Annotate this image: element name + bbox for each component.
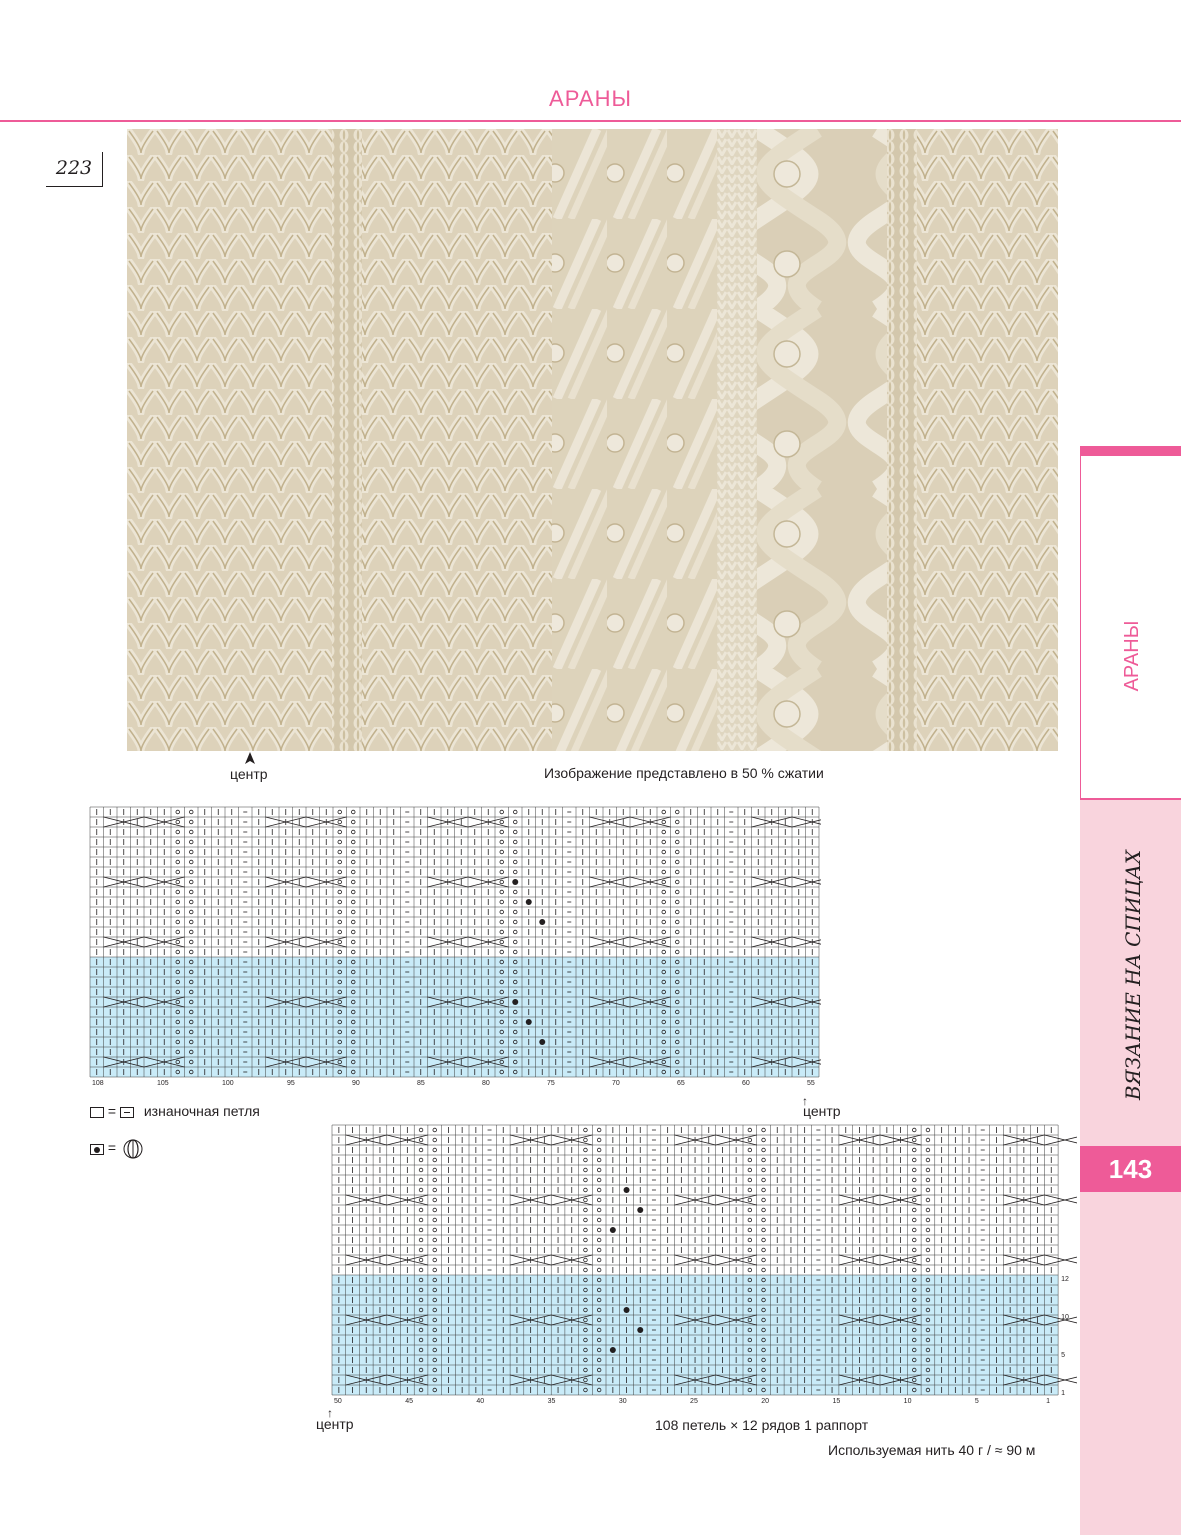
bobble-mark <box>526 1019 532 1025</box>
x-tick-label: 90 <box>352 1080 360 1087</box>
x-tick-label: 65 <box>677 1080 685 1087</box>
knitting-chart-left <box>89 806 821 1094</box>
bobble-mark <box>512 999 518 1005</box>
x-tick-label: 80 <box>482 1080 490 1087</box>
x-tick-label: 35 <box>547 1398 556 1405</box>
x-tick-label: 40 <box>476 1398 485 1405</box>
x-tick-label: 100 <box>222 1080 234 1087</box>
y-tick-label: 10 <box>1061 1314 1069 1321</box>
x-tick-label: 5 <box>974 1398 979 1405</box>
y-tick-label: 12 <box>1061 1276 1069 1283</box>
x-tick-label: 50 <box>334 1398 342 1405</box>
photo-caption: Изображение представлено в 50 % сжатии <box>544 765 824 781</box>
bobble-mark <box>539 919 545 925</box>
y-tick-label: 5 <box>1061 1352 1066 1359</box>
x-tick-label: 30 <box>618 1398 627 1405</box>
photo-center-label: центр <box>230 766 268 782</box>
bobble-cell-icon <box>90 1144 104 1155</box>
x-tick-label: 75 <box>547 1080 555 1087</box>
chart-top-center-arrow: ↑ <box>802 1094 808 1108</box>
chart-bottom-center-label: центр <box>316 1416 354 1432</box>
bobble-mark <box>637 1207 643 1213</box>
header-divider <box>0 120 1181 122</box>
x-tick-label: 15 <box>832 1398 841 1405</box>
bobble-mark <box>610 1347 616 1353</box>
legend-purl-label: изнаночная петля <box>143 1103 260 1119</box>
bobble-mark <box>637 1327 643 1333</box>
x-tick-label: 55 <box>807 1080 815 1087</box>
chart-top-center-label: центр <box>803 1103 841 1119</box>
bobble-mark <box>624 1187 630 1193</box>
x-tick-label: 45 <box>405 1398 414 1405</box>
x-tick-label: 1 <box>1046 1398 1051 1405</box>
x-tick-label: 70 <box>612 1080 620 1087</box>
bobble-mark <box>610 1227 616 1233</box>
yarn-info: Используемая нить 40 г / ≈ 90 м <box>828 1442 1036 1458</box>
knitting-chart-right <box>331 1124 1077 1412</box>
bobble-mark <box>512 879 518 885</box>
side-tab-bottom <box>1080 1192 1181 1535</box>
x-tick-label: 10 <box>903 1398 912 1405</box>
legend-bobble <box>90 1138 146 1160</box>
bobble-symbol-icon <box>120 1138 146 1160</box>
x-tick-label: 105 <box>157 1080 169 1087</box>
repeat-info: 108 петель × 12 рядов 1 раппорт <box>655 1417 869 1433</box>
side-tab-section-label <box>1080 456 1181 798</box>
bobble-mark <box>539 1039 545 1045</box>
side-tab-book-label <box>1080 800 1181 1146</box>
section-title: АРАНЫ <box>549 86 632 111</box>
svg-text:ВЯЗАНИЕ НА СПИЦАХ: ВЯЗАНИЕ НА СПИЦАХ <box>1121 849 1145 1101</box>
pattern-number: 223 <box>46 152 103 187</box>
x-tick-label: 20 <box>761 1398 770 1405</box>
legend-purl <box>90 1103 260 1119</box>
legend-equals: = <box>107 1103 117 1119</box>
svg-text:АРАНЫ: АРАНЫ <box>1121 620 1143 692</box>
x-tick-label: 95 <box>287 1080 295 1087</box>
legend-bobble-equals: = <box>107 1139 117 1156</box>
center-arrow-icon <box>242 751 258 767</box>
purl-cell-icon <box>120 1107 134 1118</box>
bobble-mark <box>624 1307 630 1313</box>
x-tick-label: 60 <box>742 1080 750 1087</box>
y-tick-label: 1 <box>1061 1390 1066 1397</box>
x-tick-label: 108 <box>92 1080 104 1087</box>
x-tick-label: 25 <box>690 1398 698 1405</box>
chart-bottom-center-arrow: ↑ <box>327 1406 333 1420</box>
bobble-mark <box>526 899 532 905</box>
empty-cell-icon <box>90 1107 104 1118</box>
page-number-badge: 143 <box>1080 1146 1181 1192</box>
knit-sample-photo <box>127 129 1058 751</box>
x-tick-label: 85 <box>417 1080 425 1087</box>
